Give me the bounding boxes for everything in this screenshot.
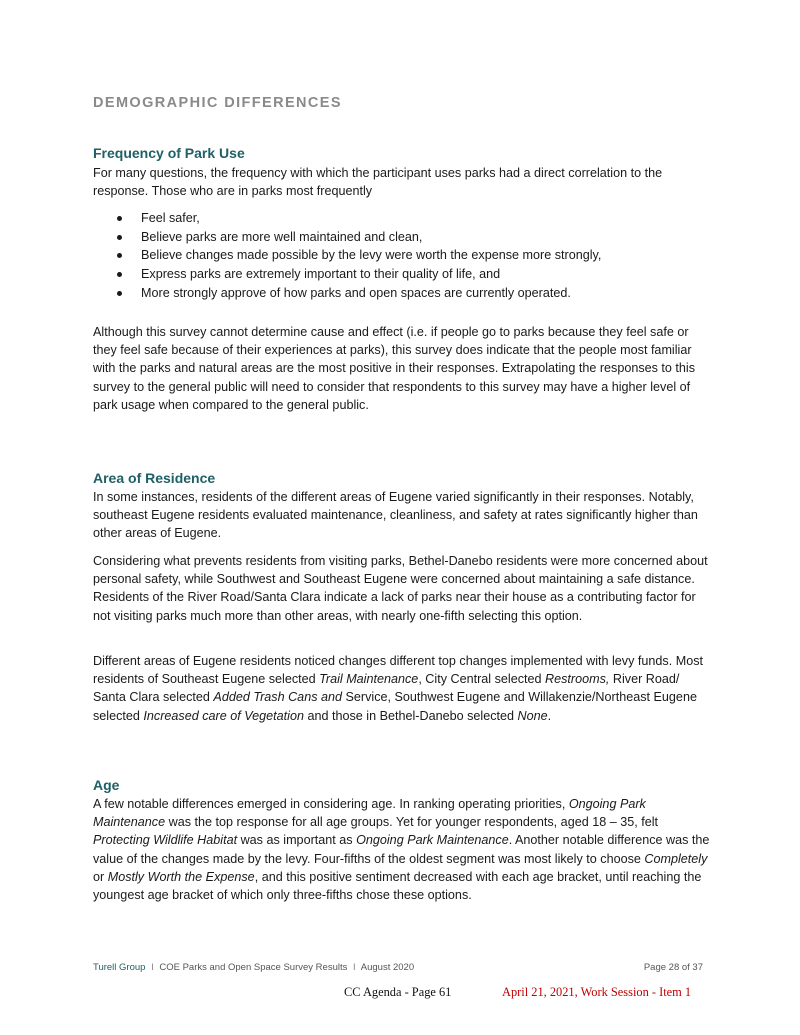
bullet-icon [117, 272, 122, 277]
list-item: Believe parks are more well maintained and clean, [93, 228, 693, 247]
bullet-icon [117, 291, 122, 296]
frequency-heading: Frequency of Park Use [93, 145, 245, 161]
frequency-bullet-list [93, 209, 693, 303]
residence-heading: Area of Residence [93, 470, 216, 486]
footer-brand: Turell Group [93, 962, 146, 973]
footer-page-number: Page 28 of 37 [643, 962, 703, 973]
residence-paragraph-3: Different areas of Eugene residents noticed changes different top changes implemented with levy funds. Most residents of Southeast Eugene selected Trail Maintenance, City Central selected Restrooms, River Road/ Santa Clara selected Added Trash Cans and Service, Southwest Eugene and Willakenzie/Northeast Eugene selected Increased care of Vegetation and those in Bethel-Danebo selected None. [93, 654, 703, 723]
footer-report-title: COE Parks and Open Space Survey Results [159, 962, 348, 973]
age-paragraph: A few notable differences emerged in considering age. In ranking operating priorities, Ongoing Park Maintenance was the top response for all age groups. Yet for younger respondents, aged 18 – 35, felt Protecting Wildlife Habitat was as important as Ongoing Park Maintenance. Another notable difference was the value of the changes made by the levy. Four-fifths of the oldest segment was most likely to choose Completely or Mostly Worth the Expense, and this positive sentiment decreased with each age bracket, until reaching the youngest age bracket of which only three-fifths chose these options. [93, 797, 710, 903]
list-item: More strongly approve of how parks and open spaces are currently operated. [93, 284, 693, 303]
frequency-body: Although this survey cannot determine cause and effect (i.e. if people go to parks because they feel safe or they feel safe because of their experiences at parks), this survey does indicate that the people most familiar with the parks and natural areas are the most positive in their responses. Extrapolating the responses to this survey to the general public will need to consider that respondents to this survey may have a higher level of park usage when compared to the general public. [93, 325, 696, 412]
agenda-stamp: CC Agenda - Page 61 [344, 985, 452, 999]
footer-date: August 2020 [360, 962, 415, 973]
bullet-icon [117, 253, 122, 258]
footer-separator: I [353, 962, 356, 973]
frequency-intro: For many questions, the frequency with which the participant uses parks had a direct correlation to the response. Those who are in parks most frequently [93, 166, 663, 199]
age-heading: Age [93, 777, 120, 793]
list-item: Feel safer, [93, 209, 693, 228]
list-item: Believe changes made possible by the levy were worth the expense more strongly, [93, 246, 693, 265]
bullet-icon [117, 216, 122, 221]
list-item: Express parks are extremely important to their quality of life, and [93, 265, 693, 284]
residence-paragraph-2: Considering what prevents residents from visiting parks, Bethel-Danebo residents were more concerned about personal safety, while Southwest and Southeast Eugene were concerned about maintaining a safe distance. Residents of the River Road/Santa Clara indicate a lack of parks near their house as a contributing factor for not visiting parks much more than other areas, with nearly one-fifth selecting this option. [93, 554, 708, 623]
footer-separator: I [151, 962, 154, 973]
bullet-icon [117, 235, 122, 240]
page-footer [93, 962, 703, 973]
meeting-stamp: April 21, 2021, Work Session - Item 1 [502, 985, 692, 999]
section-title: DEMOGRAPHIC DIFFERENCES [93, 95, 342, 111]
residence-paragraph-1: In some instances, residents of the different areas of Eugene varied significantly in their responses. Notably, southeast Eugene residents evaluated maintenance, cleanliness, and safety at rates significantly higher than other areas of Eugene. [93, 490, 698, 541]
